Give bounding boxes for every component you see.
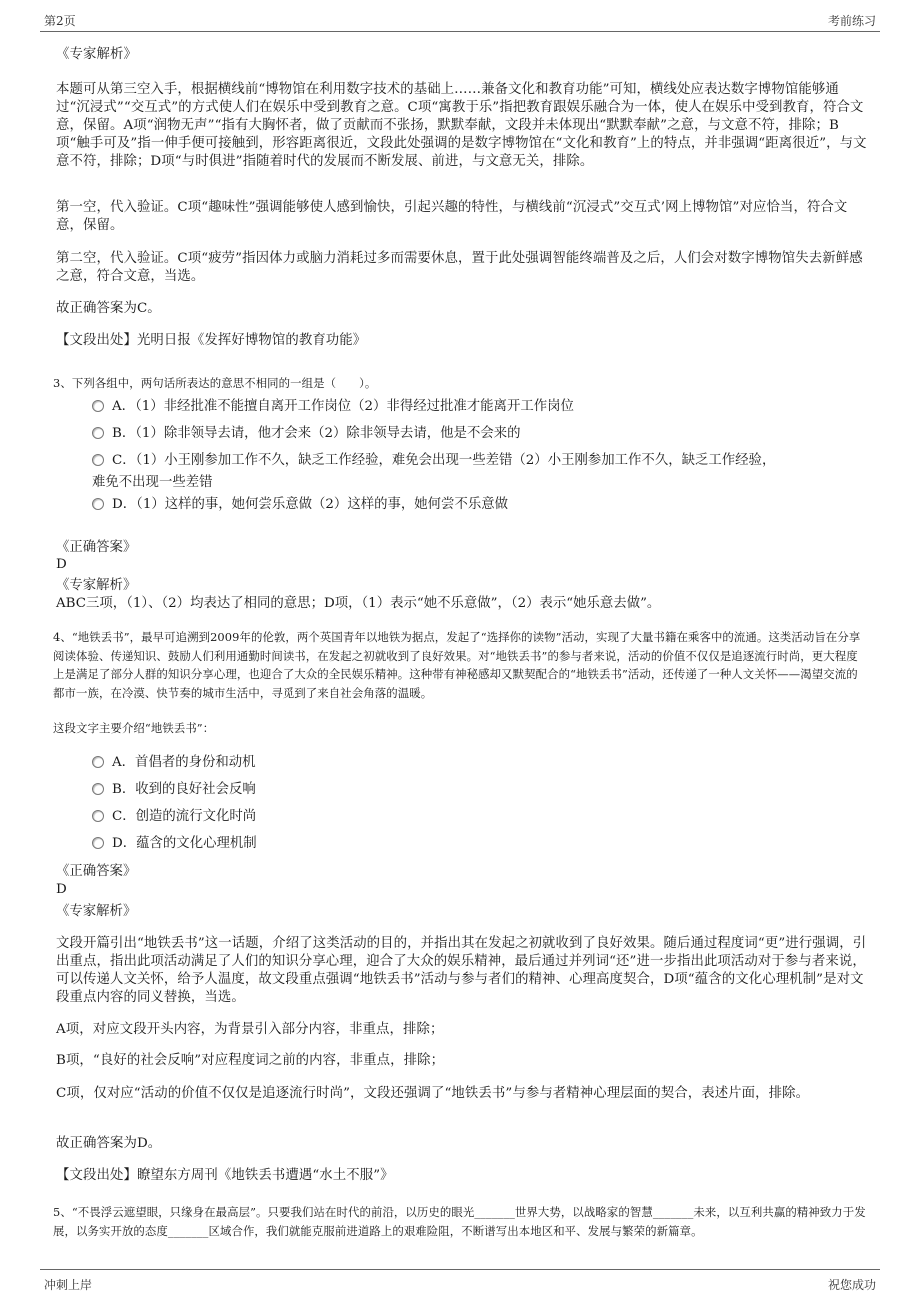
page-footer <box>40 1273 880 1297</box>
header-title: 考前练习 <box>827 14 876 28</box>
footer-right-text: 祝您成功 <box>827 1278 876 1292</box>
question-stem: 3、下列各组中，两句话所表达的意思不相同的一组是（ ）。 <box>53 376 377 390</box>
page-number: 第2页 <box>44 14 76 28</box>
analysis-paragraph: 第一空，代入验证。C项“趣味性”强调能够使人感到愉快，引起兴趣的特性，与横线前“沉浸式”交互式’网上博物馆”对应恰当，符合文意，保留。 <box>56 200 848 233</box>
analysis-paragraph: 本题可从第三空入手，根据横线前“博物馆在利用数字技术的基础上……兼备文化和教育功能”可知，横线处应表达数字博物馆能够通过“沉浸式”“交互式”的方式使人们在娱乐中受到教育之意。C项“寓教于乐”指把教育跟娱乐融合为一体，使人在娱乐中受到教育，符合文意，保留。A项“润物无声”“指有大胸怀者，做了贡献而不张扬，默默奉献，文段并未体现出“默默奉献”之意，与文意不符，排除；B项“触手可及”指一伸手便可接触到，形容距离很近，文段此处强调的是数字博物馆在“文化和教育”上的特点，并非强调“距离很近”，与文意不符，排除；D项“与时俱进”指随着时代的发展而不断发展、前进，与文意无关，排除。 <box>56 82 867 169</box>
radio-button[interactable] <box>92 454 104 466</box>
expert-analysis-label: 《专家解析》 <box>56 904 137 919</box>
answer-conclusion: 故正确答案为C。 <box>56 301 161 316</box>
analysis-paragraph: B项，“良好的社会反响”对应程度词之前的内容，非重点，排除； <box>56 1053 445 1068</box>
correct-answer-label: 《正确答案》 <box>56 864 137 879</box>
expert-analysis-label: 《专家解析》 <box>56 47 137 62</box>
radio-button[interactable] <box>92 783 104 795</box>
analysis-paragraph: A项，对应文段开头内容，为背景引入部分内容，非重点，排除； <box>56 1022 444 1037</box>
option-a[interactable]: A．首倡者的身份和动机 <box>92 752 872 774</box>
radio-button[interactable] <box>92 498 104 510</box>
analysis-paragraph: 第二空，代入验证。C项“疲劳”指因体力或脑力消耗过多而需要休息，置于此处强调智能终端普及之后，人们会对数字博物馆失去新鲜感之意，符合文意，当选。 <box>56 251 863 284</box>
option-c-continued: 难免不出现一些差错 <box>92 475 213 490</box>
passage-source: 【文段出处】光明日报《发挥好博物馆的教育功能》 <box>56 333 367 348</box>
option-c[interactable]: C．（1）小王刚参加工作不久，缺乏工作经验，难免会出现一些差错（2）小王刚参加工作不久，缺乏工作经验， <box>92 450 872 472</box>
option-b[interactable]: B．收到的良好社会反响 <box>92 779 872 801</box>
radio-button[interactable] <box>92 427 104 439</box>
radio-button[interactable] <box>92 810 104 822</box>
analysis-paragraph: 文段开篇引出“地铁丢书”这一话题，介绍了这类活动的目的，并指出其在发起之初就收到了良好效果。随后通过程度词“更”进行强调，引出重点，指出此项活动满足了人们的知识分享心理，迎合了大众的娱乐精神，最后通过并列词“还”进一步指出此项活动对于参与者来说，可以传递人文关怀，给予人温度，故文段重点强调“地铁丢书”活动与参与者们的精神、心理高度契合，D项“蕴含的文化心理机制”是对文段重点内容的同义替换，当选。 <box>56 936 867 1005</box>
option-d[interactable]: D．蕴含的文化心理机制 <box>92 833 872 855</box>
question-stem: 这段文字主要介绍“地铁丢书”： <box>53 721 215 735</box>
correct-answer-label: 《正确答案》 <box>56 540 137 555</box>
passage-source: 【文段出处】瞭望东方周刊《地铁丢书遭遇“水土不服”》 <box>56 1168 394 1183</box>
answer-conclusion: 故正确答案为D。 <box>56 1136 162 1151</box>
correct-answer: D <box>56 557 67 572</box>
header-divider <box>40 31 880 32</box>
radio-button[interactable] <box>92 756 104 768</box>
page-header <box>40 8 880 32</box>
analysis-paragraph: ABC三项，（1）、（2）均表达了相同的意思；D项，（1）表示“她不乐意做”，（2）表示“她乐意去做”。 <box>56 596 661 611</box>
expert-analysis-label: 《专家解析》 <box>56 578 137 593</box>
radio-button[interactable] <box>92 837 104 849</box>
option-c[interactable]: C．创造的流行文化时尚 <box>92 806 872 828</box>
analysis-paragraph: C项，仅对应“活动的价值不仅仅是追逐流行时尚”，文段还强调了“地铁丢书”与参与者精神心理层面的契合，表述片面，排除。 <box>56 1086 810 1101</box>
correct-answer: D <box>56 882 67 897</box>
option-a[interactable]: A．（1）非经批准不能擅自离开工作岗位（2）非得经过批准才能离开工作岗位 <box>92 396 872 418</box>
footer-divider <box>40 1269 880 1270</box>
question-passage: 5、“不畏浮云遮望眼，只缘身在最高层”。只要我们站在时代的前沿，以历史的眼光_______世界大势，以战略家的智慧_______未来，以互利共赢的精神致力于发展，以务实开放的态度_______区域合作，我们就能克服前进道路上的艰难险阻，不断谱写出本地区和平、发展与繁荣的新篇章。 <box>53 1205 866 1238</box>
footer-left-text: 冲刺上岸 <box>44 1278 93 1292</box>
question-passage: 4、“地铁丢书”，最早可追溯到2009年的伦敦，两个英国青年以地铁为据点，发起了“选择你的读物”活动，实现了大量书籍在乘客中的流通。这类活动旨在分享阅读体验、传递知识、鼓励人们利用通勤时间读书，在发起之初就收到了良好效果。对“地铁丢书”的参与者来说，活动的价值不仅仅是追逐流行时尚，更大程度上是满足了部分人群的知识分享心理，也迎合了大众的全民娱乐精神。这种带有神秘感却又默契配合的“地铁丢书”活动，还传递了一种人文关怀——渴望交流的都市一族，在冷漠、快节奏的城市生活中，寻觅到了来自社会角落的温暖。 <box>53 630 861 700</box>
option-d[interactable]: D．（1）这样的事，她何尝乐意做（2）这样的事，她何尝不乐意做 <box>92 494 872 516</box>
radio-button[interactable] <box>92 400 104 412</box>
option-b[interactable]: B．（1）除非领导去请，他才会来（2）除非领导去请，他是不会来的 <box>92 423 872 445</box>
